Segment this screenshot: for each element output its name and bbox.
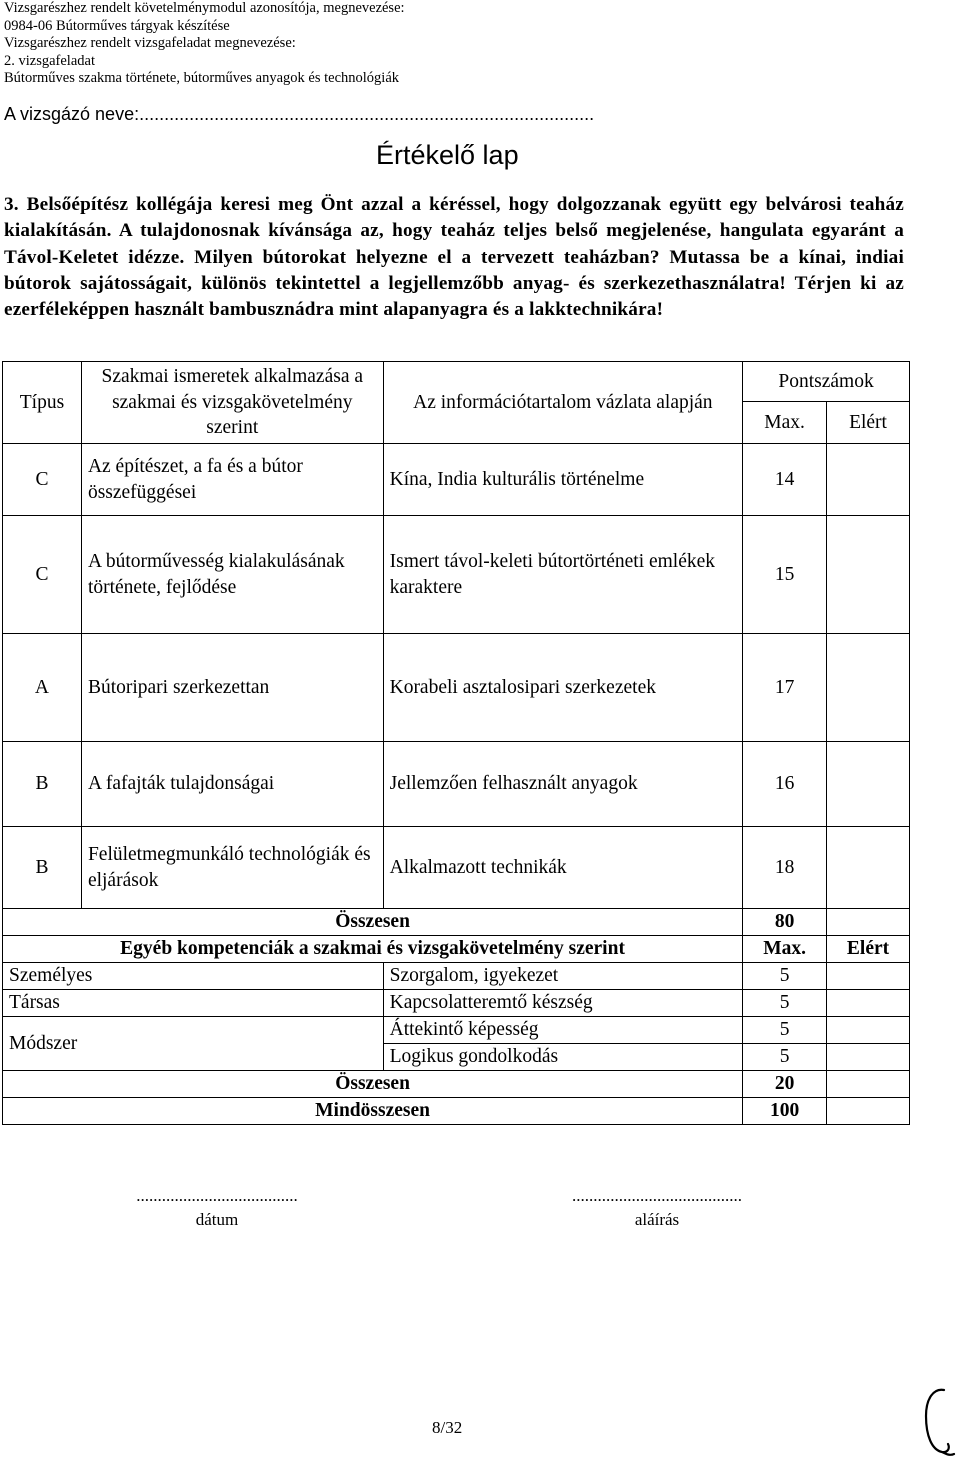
grand-total-label: Mindösszesen xyxy=(3,1098,743,1125)
grand-total-value: 100 xyxy=(743,1098,827,1125)
competency-personal: Személyes xyxy=(3,963,384,990)
competency-social: Társas xyxy=(3,990,384,1017)
table-row xyxy=(3,827,910,909)
row-type: B xyxy=(3,742,82,827)
header-max: Max. xyxy=(743,402,827,444)
evaluation-table xyxy=(2,361,910,1125)
date-label: dátum xyxy=(195,1210,239,1229)
row-max: 17 xyxy=(743,634,827,742)
signature-label: aláírás xyxy=(634,1210,680,1229)
competency-contact: Kapcsolatteremtő készség xyxy=(383,990,743,1017)
row-type: C xyxy=(3,516,82,634)
competency-row xyxy=(3,1017,910,1044)
competency-achieved xyxy=(827,1017,910,1044)
other-competencies-header: Egyéb kompetenciák a szakmai és vizsgakövetelmény szerint xyxy=(3,936,743,963)
competency-diligence: Szorgalom, igyekezet xyxy=(383,963,743,990)
header-line-1: Vizsgarészhez rendelt követelménymodul azonosítója, megnevezése: xyxy=(4,0,405,16)
header-line-5: Bútorműves szakma története, bútorműves anyagok és technológiák xyxy=(4,70,400,87)
competency-achieved xyxy=(827,963,910,990)
row-max: 15 xyxy=(743,516,827,634)
date-dots: ...................................... xyxy=(136,1186,298,1205)
header-points: Pontszámok xyxy=(743,362,910,402)
competency-overview: Áttekintő képesség xyxy=(383,1017,743,1044)
table-row xyxy=(3,634,910,742)
row-content: Korabeli asztalosipari szerkezetek xyxy=(383,634,743,742)
competency-max: 5 xyxy=(743,990,827,1017)
row-content: Jellemzően felhasznált anyagok xyxy=(383,742,743,827)
row-type: B xyxy=(3,827,82,909)
subtotal-achieved xyxy=(827,1071,910,1098)
row-knowledge: A bútorművesség kialakulásának története, fejlődése xyxy=(81,516,383,634)
candidate-name-line: A vizsgázó neve:........................................................................................... xyxy=(4,104,595,124)
row-achieved xyxy=(827,742,910,827)
page-title: Értékelő lap xyxy=(376,140,519,170)
competency-achieved xyxy=(827,990,910,1017)
row-knowledge: Felületmegmunkáló technológiák és eljárások xyxy=(81,827,383,909)
header-achieved: Elért xyxy=(827,402,910,444)
competency-max: 5 xyxy=(743,1017,827,1044)
total-label: Összesen xyxy=(3,909,743,936)
table-row xyxy=(3,516,910,634)
other-achieved-header: Elért xyxy=(827,936,910,963)
page-header xyxy=(4,0,405,88)
total-achieved xyxy=(827,909,910,936)
row-knowledge: A fafajták tulajdonságai xyxy=(81,742,383,827)
competency-max: 5 xyxy=(743,963,827,990)
total-value: 80 xyxy=(743,909,827,936)
signature-dots: ........................................ xyxy=(572,1186,742,1205)
row-achieved xyxy=(827,827,910,909)
competency-method: Módszer xyxy=(3,1017,384,1071)
handwritten-initial-mark xyxy=(920,1384,956,1463)
row-type: C xyxy=(3,444,82,516)
competency-row xyxy=(3,990,910,1017)
header-line-4: 2. vizsgafeladat xyxy=(4,52,95,69)
table-row xyxy=(3,444,910,516)
row-achieved xyxy=(827,634,910,742)
page-number: 8/32 xyxy=(432,1418,463,1437)
competency-row xyxy=(3,963,910,990)
row-type: A xyxy=(3,634,82,742)
row-max: 16 xyxy=(743,742,827,827)
signature-block xyxy=(526,1186,788,1230)
row-knowledge: Az építészet, a fa és a bútor összefüggései xyxy=(81,444,383,516)
row-content: Alkalmazott technikák xyxy=(383,827,743,909)
header-line-3: Vizsgarészhez rendelt vizsgafeladat megnevezése: xyxy=(4,35,296,52)
subtotal-value: 20 xyxy=(743,1071,827,1098)
competency-logic: Logikus gondolkodás xyxy=(383,1044,743,1071)
row-content: Ismert távol-keleti bútortörténeti emlékek karaktere xyxy=(383,516,743,634)
row-content: Kína, India kulturális történelme xyxy=(383,444,743,516)
date-signature-block xyxy=(88,1186,346,1230)
subtotal-label: Összesen xyxy=(3,1071,743,1098)
header-knowledge: Szakmai ismeretek alkalmazása a szakmai és vizsgakövetelmény szerint xyxy=(81,362,383,444)
other-max-header: Max. xyxy=(743,936,827,963)
competency-max: 5 xyxy=(743,1044,827,1071)
row-max: 14 xyxy=(743,444,827,516)
row-knowledge: Bútoripari szerkezettan xyxy=(81,634,383,742)
table-row xyxy=(3,742,910,827)
header-type: Típus xyxy=(3,362,82,444)
header-content: Az információtartalom vázlata alapján xyxy=(383,362,743,444)
row-max: 18 xyxy=(743,827,827,909)
competency-achieved xyxy=(827,1044,910,1071)
task-text: 3. Belsőépítész kollégája keresi meg Önt azzal a kéréssel, hogy dolgozzanak együtt egy belvárosi teaház kialakításán. A tulajdonosnak kívánsága az, hogy teaház teljes belső megjelenése, hangulata egyaránt a Távol-Keletet idézze. Milyen bútorokat helyezne el a tervezett teaházban? Mutassa be a kínai, indiai bútorok sajátosságait, különös tekintettel a legjellemzőbb anyag- és szerkezethasználatra! Térjen ki az ezerféleképpen használt bambusznádra mint alapanyagra és a lakktechnikára! xyxy=(4,194,904,321)
row-achieved xyxy=(827,516,910,634)
row-achieved xyxy=(827,444,910,516)
header-line-2: 0984-06 Bútorműves tárgyak készítése xyxy=(4,17,230,34)
grand-total-achieved xyxy=(827,1098,910,1125)
